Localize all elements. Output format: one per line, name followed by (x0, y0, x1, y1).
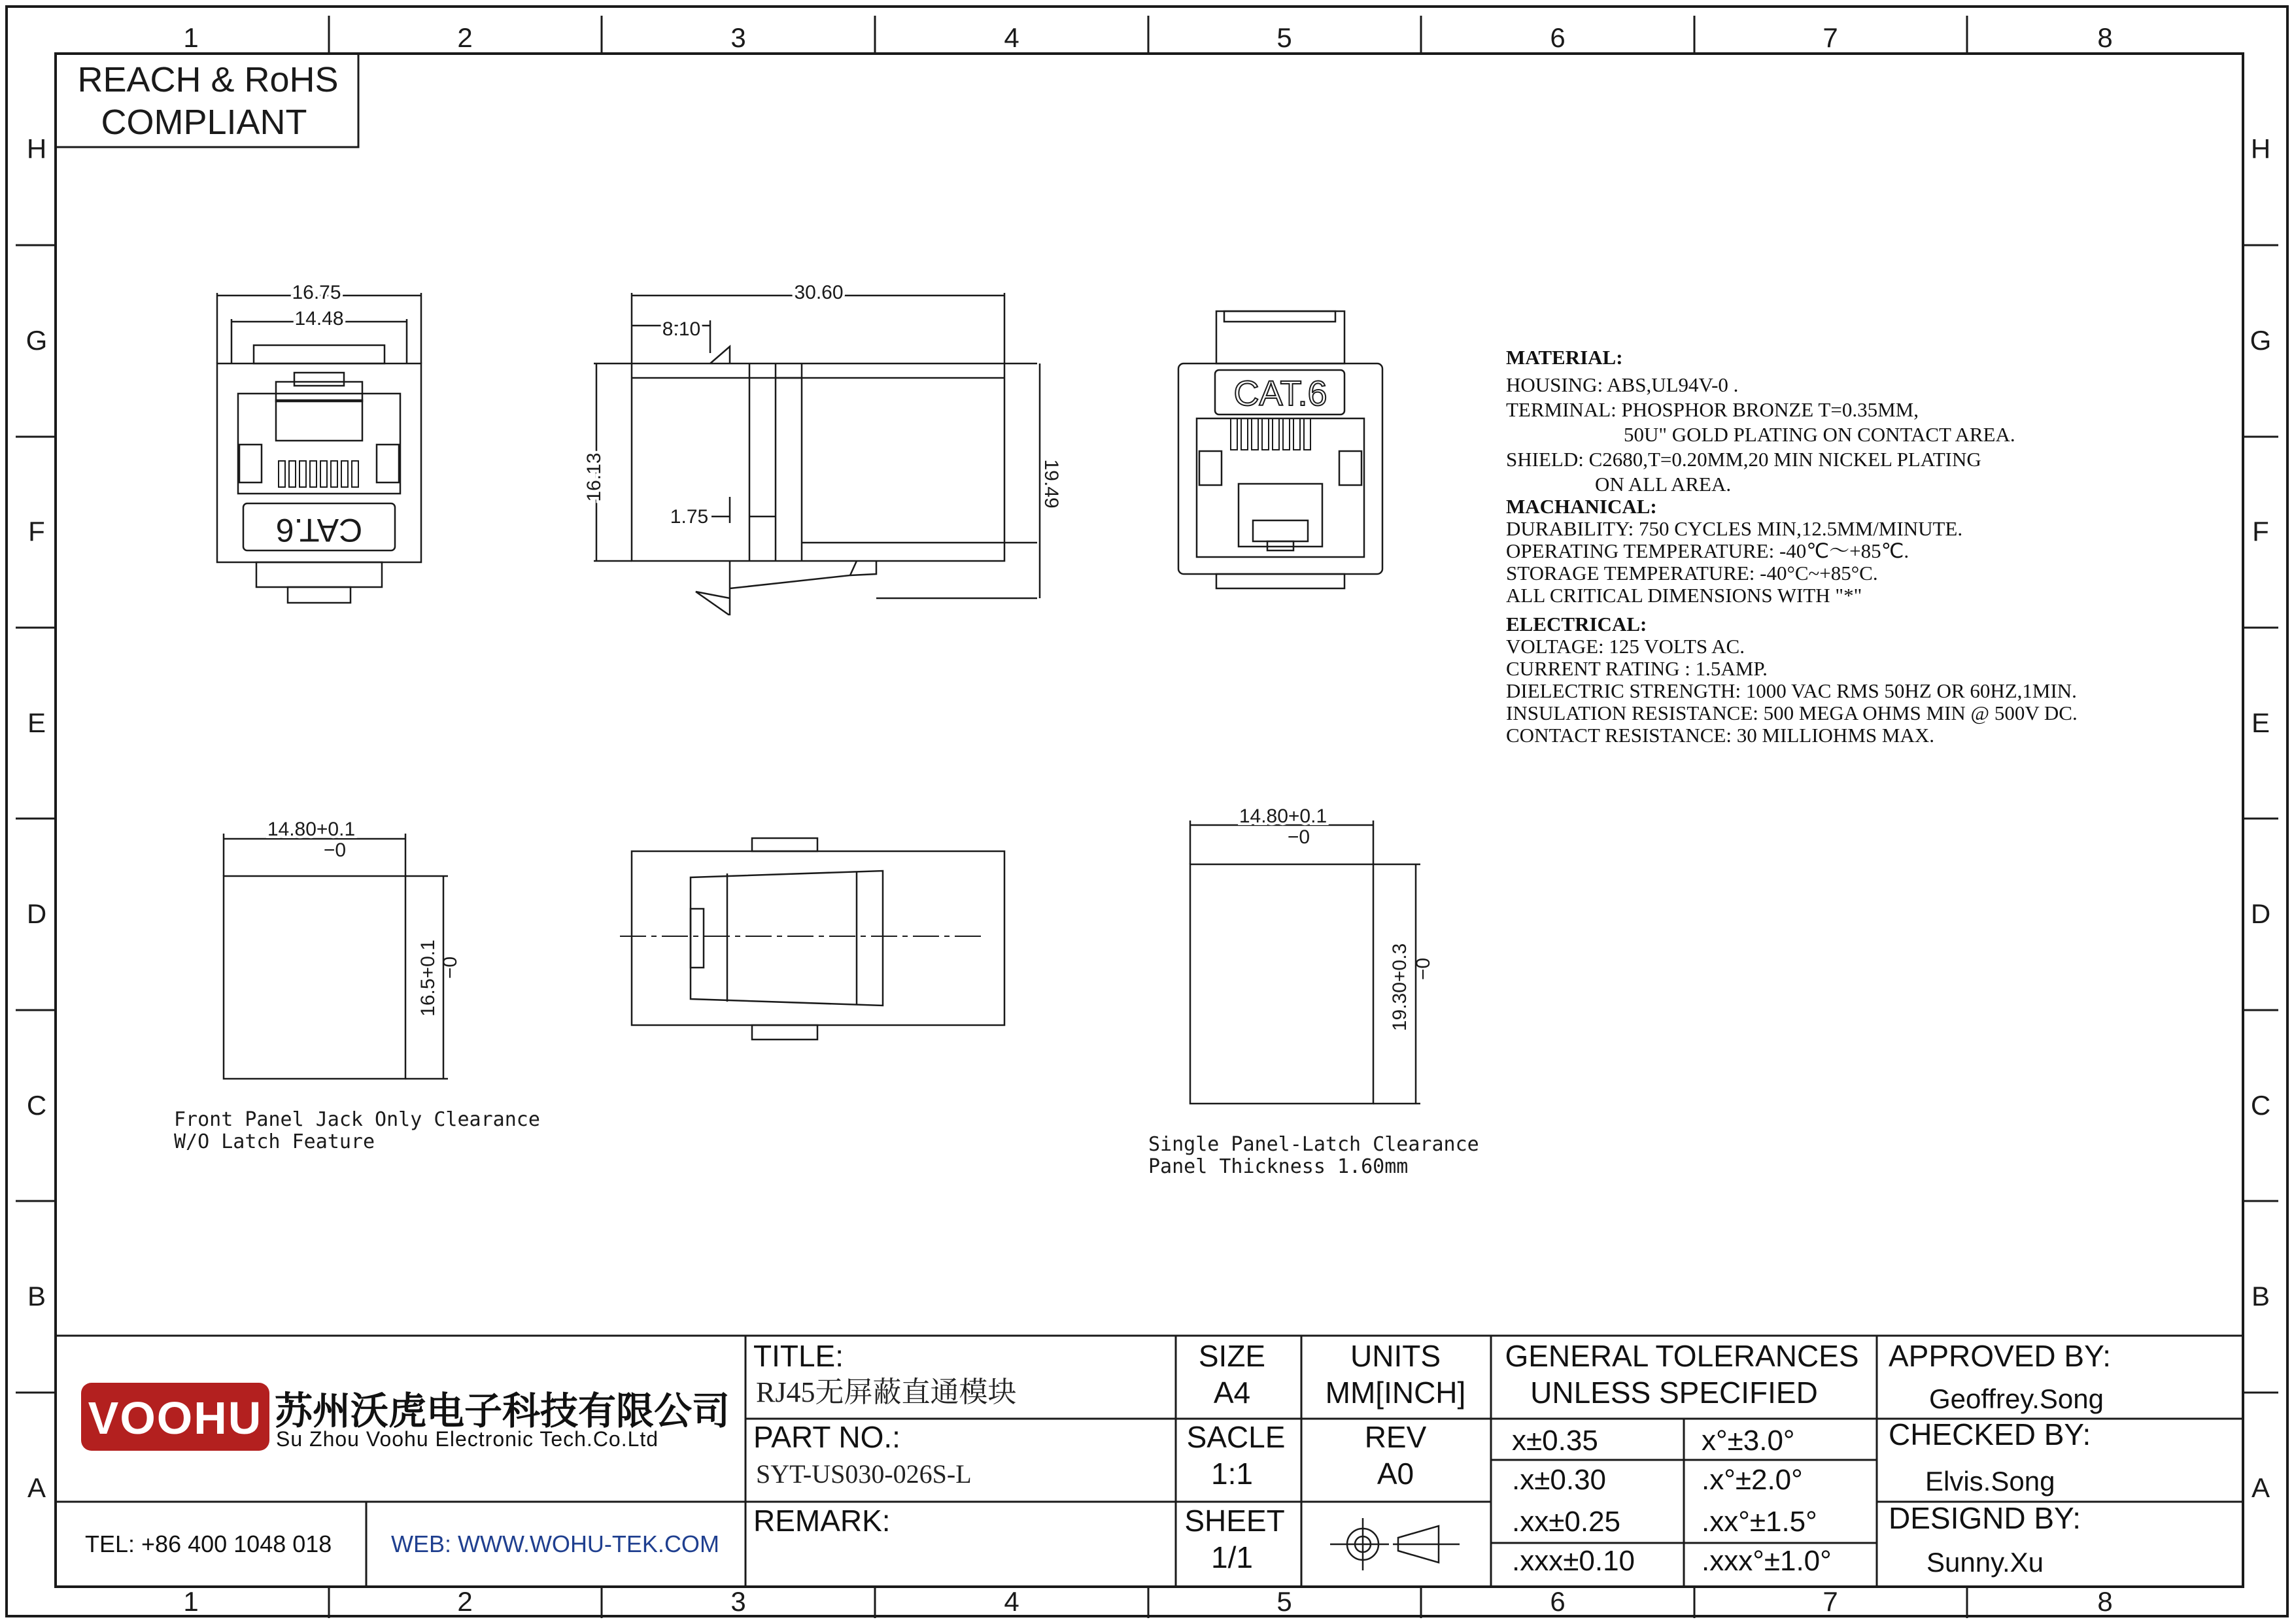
zone-labels (26, 22, 2272, 1617)
zone-col-label: 1 (183, 1586, 199, 1617)
checked-value: Elvis.Song (1925, 1466, 2055, 1497)
zone-col-label: 3 (730, 1586, 746, 1617)
zone-row-label: D (26, 898, 47, 929)
zone-col-label: 5 (1276, 22, 1292, 53)
sheet-label: SHEET (1184, 1504, 1285, 1538)
units-label: UNITS (1350, 1339, 1441, 1373)
company-name-en: Su Zhou Voohu Electronic Tech.Co.Ltd (276, 1427, 659, 1451)
company-tel: TEL: +86 400 1048 018 (85, 1531, 332, 1557)
notes-shield: SHIELD: C2680,T=0.20MM,20 MIN NICKEL PLATING (1506, 448, 1981, 471)
checked-label: CHECKED BY: (1889, 1417, 2091, 1451)
tolerance-angular: x°±3.0° (1702, 1425, 1795, 1457)
zone-row-label: H (2250, 133, 2271, 164)
title-label: TITLE: (753, 1339, 844, 1373)
rev-label: REV (1364, 1420, 1427, 1454)
rear-view-marking: CAT.6 (1233, 374, 1327, 413)
notes-terminal: TERMINAL: PHOSPHOR BRONZE T=0.35MM, (1506, 398, 1919, 421)
tolerance-linear: .xx±0.25 (1512, 1506, 1621, 1538)
tolerance-angular: .xxx°±1.0° (1702, 1545, 1832, 1577)
notes-durability: DURABILITY: 750 CYCLES MIN,12.5MM/MINUTE. (1506, 517, 1963, 540)
zone-col-label: 4 (1004, 1586, 1019, 1617)
part-label: PART NO.: (753, 1420, 900, 1454)
notes-terminal-2: 50U" GOLD PLATING ON CONTACT AREA. (1624, 423, 2015, 446)
zone-col-label: 1 (183, 22, 199, 53)
zone-row-label: B (27, 1281, 46, 1311)
cutout-panel-height: 19.30+0.3 (1389, 943, 1411, 1032)
notes-housing: HOUSING: ABS,UL94V-0 . (1506, 373, 1739, 396)
cutout-panel-caption2: Panel Thickness 1.60mm (1148, 1155, 1409, 1178)
title-block-grid (56, 1336, 2243, 1587)
designed-label: DESIGND BY: (1889, 1501, 2081, 1535)
zone-row-label: D (2250, 898, 2271, 929)
notes-critical: ALL CRITICAL DIMENSIONS WITH "*" (1506, 584, 1862, 607)
dim-30-60: 30.60 (794, 282, 844, 303)
scale-label: SACLE (1186, 1420, 1286, 1454)
front-view-marking: CAT.6 (275, 512, 363, 549)
tolerance-linear: x±0.35 (1512, 1425, 1598, 1457)
company-name-cn: 苏州沃虎电子科技有限公司 (275, 1390, 730, 1432)
dim-1-75: 1.75 (670, 506, 709, 528)
zone-row-label: F (28, 516, 45, 547)
notes-mechanical-header: MACHANICAL: (1506, 495, 1657, 518)
scale-value: 1:1 (1211, 1457, 1253, 1491)
zone-col-label: 2 (457, 1586, 473, 1617)
company-logo-text: VOOHU (88, 1393, 263, 1444)
cutout-front-height: 16.5+0.1 (417, 939, 439, 1017)
dim-8-10: 8.10 (662, 318, 701, 340)
tolerance-linear: .xxx±0.10 (1512, 1545, 1635, 1577)
compliance-line1: REACH & RoHS (77, 60, 339, 99)
notes-material-header: MATERIAL: (1506, 346, 1623, 369)
notes-current: CURRENT RATING : 1.5AMP. (1506, 657, 1768, 680)
units-value: MM[INCH] (1325, 1376, 1466, 1410)
dim-16-75: 16.75 (292, 282, 341, 303)
notes-contact: CONTACT RESISTANCE: 30 MILLIOHMS MAX. (1506, 724, 1934, 747)
tolerance-header2: UNLESS SPECIFIED (1530, 1376, 1818, 1410)
rev-value: A0 (1377, 1457, 1414, 1491)
cutout-panel-latch (1190, 820, 1420, 1104)
notes-voltage: VOLTAGE: 125 VOLTS AC. (1506, 635, 1745, 658)
notes-shield-2: ON ALL AREA. (1595, 473, 1732, 496)
tolerance-angular: .x°±2.0° (1702, 1464, 1803, 1496)
dim-14-48: 14.48 (294, 308, 344, 330)
company-web: WEB: WWW.WOHU-TEK.COM (391, 1531, 719, 1557)
cutout-front-width-tol: −0 (323, 839, 347, 861)
size-label: SIZE (1198, 1339, 1266, 1373)
notes-dielectric: DIELECTRIC STRENGTH: 1000 VAC RMS 50HZ OR 60HZ,1MIN. (1506, 679, 2077, 702)
notes-operating: OPERATING TEMPERATURE: -40℃～+85℃. (1506, 539, 1909, 562)
cutout-front-height-tol: −0 (439, 956, 461, 979)
front-view (217, 293, 421, 603)
technical-notes (1506, 347, 2078, 747)
zone-col-label: 7 (1823, 1586, 1838, 1617)
cutout-front-panel (224, 834, 448, 1079)
tolerance-header1: GENERAL TOLERANCES (1505, 1339, 1859, 1373)
cutout-front-width: 14.80+0.1 (267, 819, 356, 840)
zone-col-label: 3 (730, 22, 746, 53)
sheet-value: 1/1 (1211, 1540, 1253, 1574)
top-view (620, 838, 1004, 1040)
zone-col-label: 7 (1823, 22, 1838, 53)
side-view (594, 293, 1040, 615)
zone-row-label: F (2252, 516, 2269, 547)
approved-value: Geoffrey.Song (1929, 1383, 2104, 1414)
cutout-front-caption1: Front Panel Jack Only Clearance (174, 1108, 540, 1131)
zone-row-label: A (27, 1472, 46, 1503)
notes-electrical-header: ELECTRICAL: (1506, 613, 1647, 635)
part-value: SYT-US030-026S-L (756, 1459, 972, 1489)
projection-symbol-icon (1330, 1518, 1460, 1570)
cutout-panel-height-tol: −0 (1412, 957, 1434, 981)
cutout-panel-width: 14.80+0.1 (1239, 805, 1327, 827)
zone-row-label: A (2251, 1472, 2270, 1503)
notes-insulation: INSULATION RESISTANCE: 500 MEGA OHMS MIN @ 500V DC. (1506, 702, 2078, 724)
zone-row-label: C (2250, 1090, 2271, 1121)
designed-value: Sunny.Xu (1926, 1547, 2044, 1578)
zone-row-label: E (27, 707, 46, 738)
notes-storage: STORAGE TEMPERATURE: -40°C~+85°C. (1506, 562, 1878, 584)
zone-row-label: G (26, 325, 48, 356)
zone-ticks (16, 16, 2278, 1618)
zone-col-label: 8 (2097, 1586, 2113, 1617)
zone-row-label: E (2251, 707, 2270, 738)
tolerance-linear: .x±0.30 (1512, 1464, 1607, 1496)
rear-view (1178, 311, 1382, 588)
compliance-line2: COMPLIANT (101, 103, 307, 142)
dim-16-13: 16.13 (583, 452, 605, 502)
title-value: RJ45无屏蔽直通模块 (756, 1376, 1017, 1408)
cutout-panel-caption1: Single Panel-Latch Clearance (1148, 1133, 1479, 1156)
zone-col-label: 8 (2097, 22, 2113, 53)
cutout-front-caption2: W/O Latch Feature (174, 1130, 375, 1153)
dim-19-49: 19.49 (1040, 459, 1062, 509)
zone-col-label: 5 (1276, 1586, 1292, 1617)
tolerance-angular: .xx°±1.5° (1702, 1506, 1817, 1538)
zone-row-label: C (26, 1090, 47, 1121)
zone-col-label: 6 (1550, 1586, 1566, 1617)
zone-col-label: 4 (1004, 22, 1019, 53)
approved-label: APPROVED BY: (1889, 1339, 2112, 1373)
cutout-panel-width-tol: −0 (1287, 826, 1310, 848)
size-value: A4 (1213, 1376, 1251, 1410)
remark-label: REMARK: (753, 1504, 891, 1538)
zone-row-label: G (2250, 325, 2272, 356)
zone-row-label: H (26, 133, 47, 164)
outer-border (7, 7, 2287, 1616)
zone-col-label: 2 (457, 22, 473, 53)
zone-col-label: 6 (1550, 22, 1566, 53)
zone-row-label: B (2251, 1281, 2270, 1311)
